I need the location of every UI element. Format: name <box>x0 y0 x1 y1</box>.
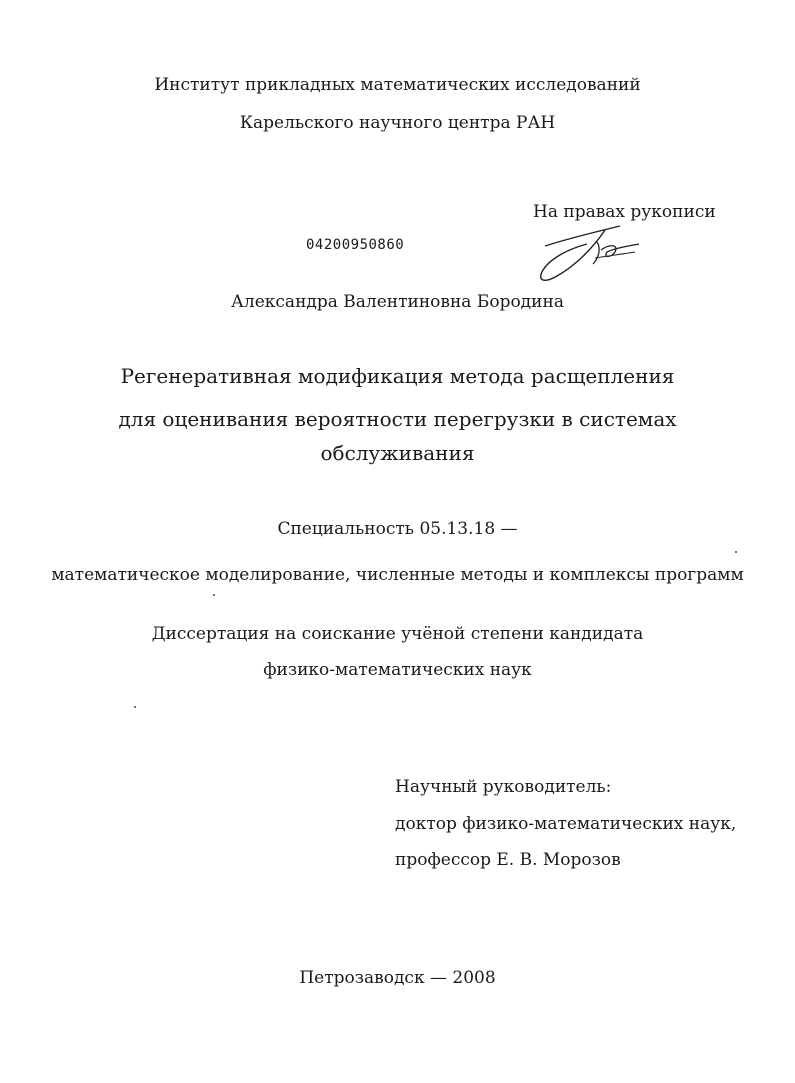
scan-speck <box>134 706 136 708</box>
specialty-name: математическое моделирование, численные методы и комплексы программ <box>51 565 744 585</box>
scan-speck <box>735 551 737 553</box>
signature <box>535 218 655 290</box>
supervisor-name: профессор Е. В. Морозов <box>395 850 621 870</box>
scan-speck <box>213 594 215 596</box>
city-year: Петрозаводск — 2008 <box>299 968 496 988</box>
degree-line-1: Диссертация на соискание учёной степени кандидата <box>151 624 644 644</box>
degree-line-2: физико-математических наук <box>263 660 532 680</box>
specialty-code: Специальность 05.13.18 — <box>277 519 518 539</box>
institute-name: Институт прикладных математических исследований <box>154 75 641 95</box>
author-name: Александра Валентиновна Бородина <box>231 292 564 312</box>
title-line-3: обслуживания <box>320 441 475 465</box>
registration-code: 04200950860 <box>306 237 405 253</box>
title-line-2: для оценивания вероятности перегрузки в системах <box>118 407 677 431</box>
manuscript-note: На правах рукописи <box>533 202 716 222</box>
title-line-1: Регенеративная модификация метода расщепления <box>120 364 675 388</box>
supervisor-heading: Научный руководитель: <box>395 777 612 797</box>
institute-center: Карельского научного центра РАН <box>239 113 556 133</box>
supervisor-degree: доктор физико-математических наук, <box>395 814 737 834</box>
